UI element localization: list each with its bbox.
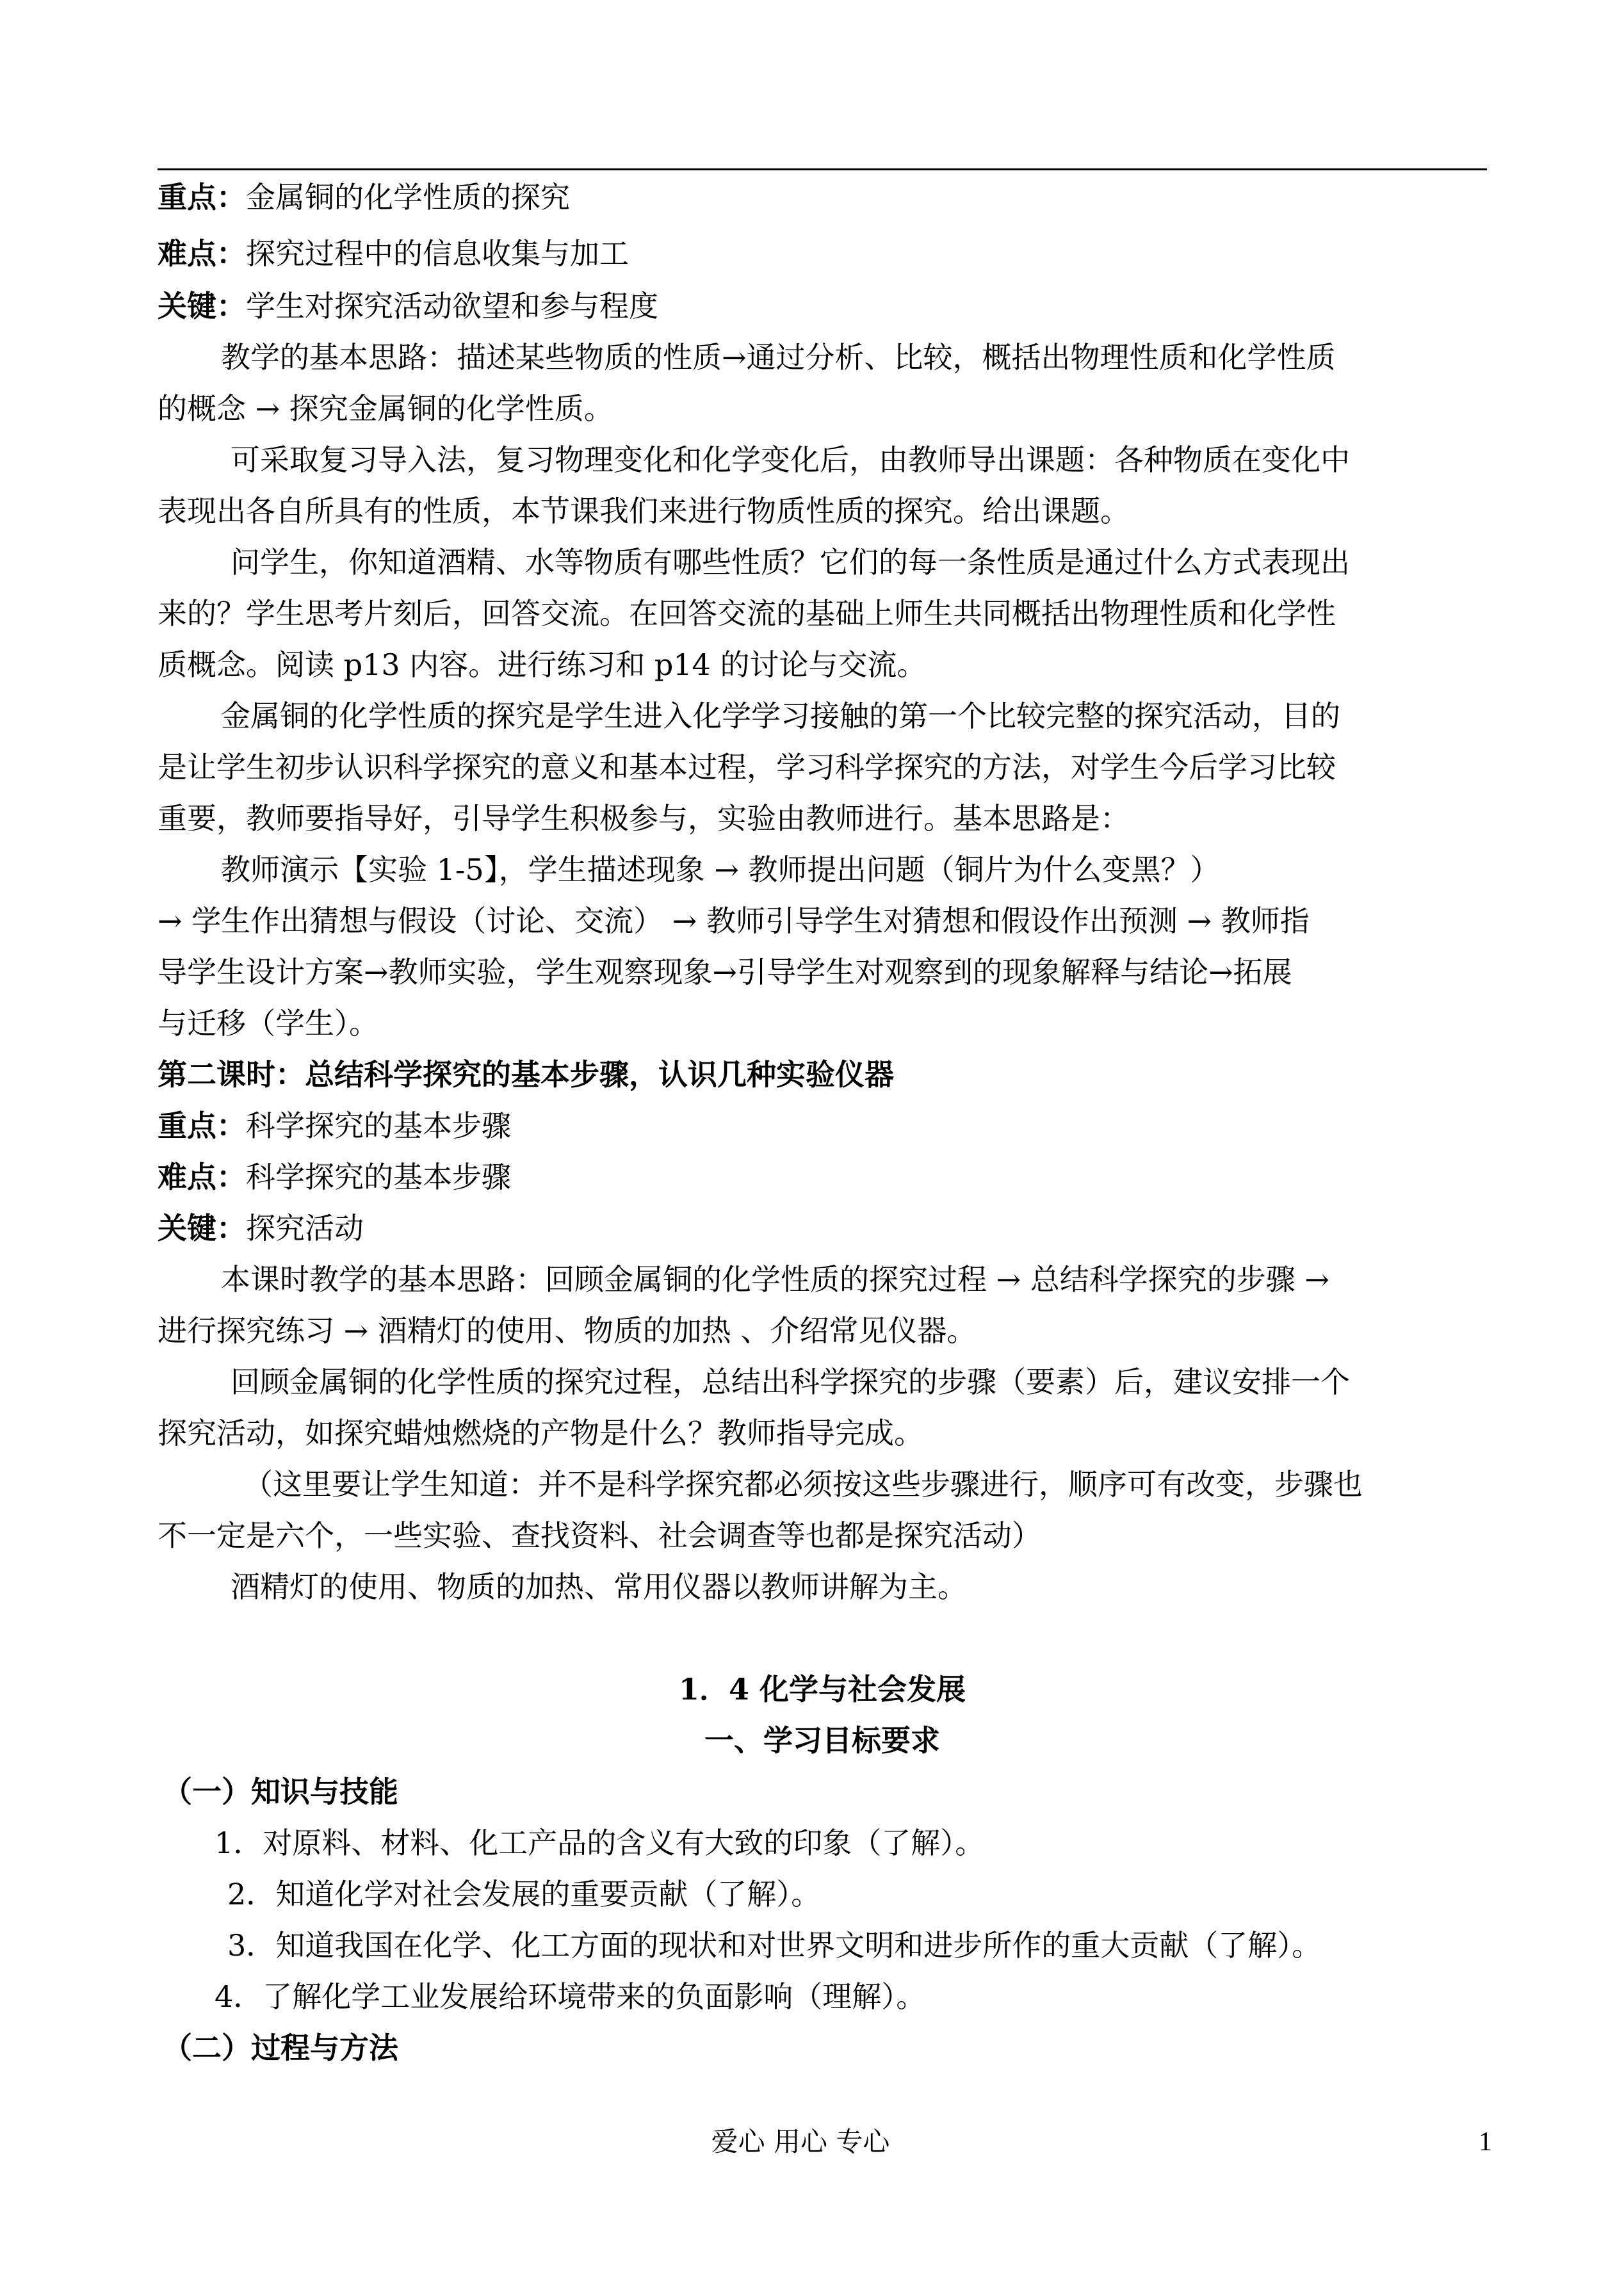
paragraph-line: 是让学生初步认识科学探究的意义和基本过程，学习科学探究的方法，对学生今后学习比较	[158, 750, 1336, 784]
paragraph-line: 来的？学生思考片刻后，回答交流。在回答交流的基础上师生共同概括出物理性质和化学性	[158, 596, 1336, 631]
key-point-line: 重点：金属铜的化学性质的探究	[158, 180, 570, 215]
paragraph-line: 不一定是六个，一些实验、查找资料、社会调查等也都是探究活动）	[158, 1518, 1041, 1553]
paragraph-line: 的概念 → 探究金属铜的化学性质。	[158, 391, 613, 426]
paragraph-line: 探究活动，如探究蜡烛燃烧的产物是什么？教师指导完成。	[158, 1416, 923, 1450]
list-item: 3．知道我国在化学、化工方面的现状和对世界文明和进步所作的重大贡献（了解）。	[227, 1928, 1322, 1963]
paragraph-line: 教学的基本思路：描述某些物质的性质→通过分析、比较，概括出物理性质和化学性质	[221, 340, 1336, 375]
second-lesson-heading: 第二课时：总结科学探究的基本步骤，认识几种实验仪器	[158, 1057, 894, 1092]
paragraph-line: （这里要让学生知道：并不是科学探究都必须按这些步骤进行，顺序可有改变，步骤也	[243, 1467, 1363, 1502]
paragraph-line: 与迁移（学生）。	[158, 1006, 378, 1041]
list-item: 4．了解化学工业发展给环境带来的负面影响（理解）。	[215, 1979, 926, 2014]
paragraph-line: → 学生作出猜想与假设（讨论、交流） → 教师引导学生对猜想和假设作出预测 → 教师指	[158, 904, 1310, 938]
paragraph-line: 酒精灯的使用、物质的加热、常用仪器以教师讲解为主。	[231, 1569, 967, 1604]
difficulty-line: 难点：探究过程中的信息收集与加工	[158, 236, 629, 271]
paragraph-line: 金属铜的化学性质的探究是学生进入化学学习接触的第一个比较完整的探究活动，目的	[221, 699, 1340, 733]
paragraph-line: 教师演示【实验 1-5】，学生描述现象 → 教师提出问题（铜片为什么变黑？）	[221, 852, 1220, 887]
footer-motto: 爱心 用心 专心	[711, 2126, 890, 2157]
paragraph-line: 回顾金属铜的化学性质的探究过程，总结出科学探究的步骤（要素）后，建议安排一个	[231, 1365, 1350, 1399]
paragraph-line: 重要，教师要指导好，引导学生积极参与，实验由教师进行。基本思路是：	[158, 801, 1130, 836]
page-number: 1	[1479, 2127, 1492, 2157]
paragraph-line: 进行探究练习 → 酒精灯的使用、物质的加热 、介绍常见仪器。	[158, 1313, 977, 1348]
paragraph-line: 质概念。阅读 p13 内容。进行练习和 p14 的讨论与交流。	[158, 647, 927, 682]
subsection-heading: （二）过程与方法	[163, 2031, 398, 2065]
difficulty-line: 难点：科学探究的基本步骤	[158, 1160, 511, 1194]
paragraph-line: 可采取复习导入法，复习物理变化和化学变化后，由教师导出课题：各种物质在变化中	[231, 442, 1350, 477]
section-title: 1．4 化学与社会发展	[678, 1672, 966, 1707]
paragraph-line: 导学生设计方案→教师实验，学生观察现象→引导学生对观察到的现象解释与结论→拓展	[158, 955, 1292, 989]
key-factor-line: 关键：学生对探究活动欲望和参与程度	[158, 289, 658, 323]
list-item: 1．对原料、材料、化工产品的含义有大致的印象（了解）。	[215, 1826, 985, 1860]
header-rule	[158, 168, 1487, 170]
list-item: 2．知道化学对社会发展的重要贡献（了解）。	[227, 1877, 821, 1911]
paragraph-line: 表现出各自所具有的性质，本节课我们来进行物质性质的探究。给出课题。	[158, 494, 1130, 528]
key-point-line: 重点：科学探究的基本步骤	[158, 1108, 511, 1143]
key-factor-line: 关键：探究活动	[158, 1211, 364, 1245]
section-subtitle: 一、学习目标要求	[704, 1723, 940, 1758]
paragraph-line: 本课时教学的基本思路：回顾金属铜的化学性质的探究过程 → 总结科学探究的步骤 →	[221, 1262, 1329, 1297]
paragraph-line: 问学生，你知道酒精、水等物质有哪些性质？它们的每一条性质是通过什么方式表现出	[231, 545, 1350, 580]
subsection-heading: （一）知识与技能	[163, 1774, 398, 1809]
